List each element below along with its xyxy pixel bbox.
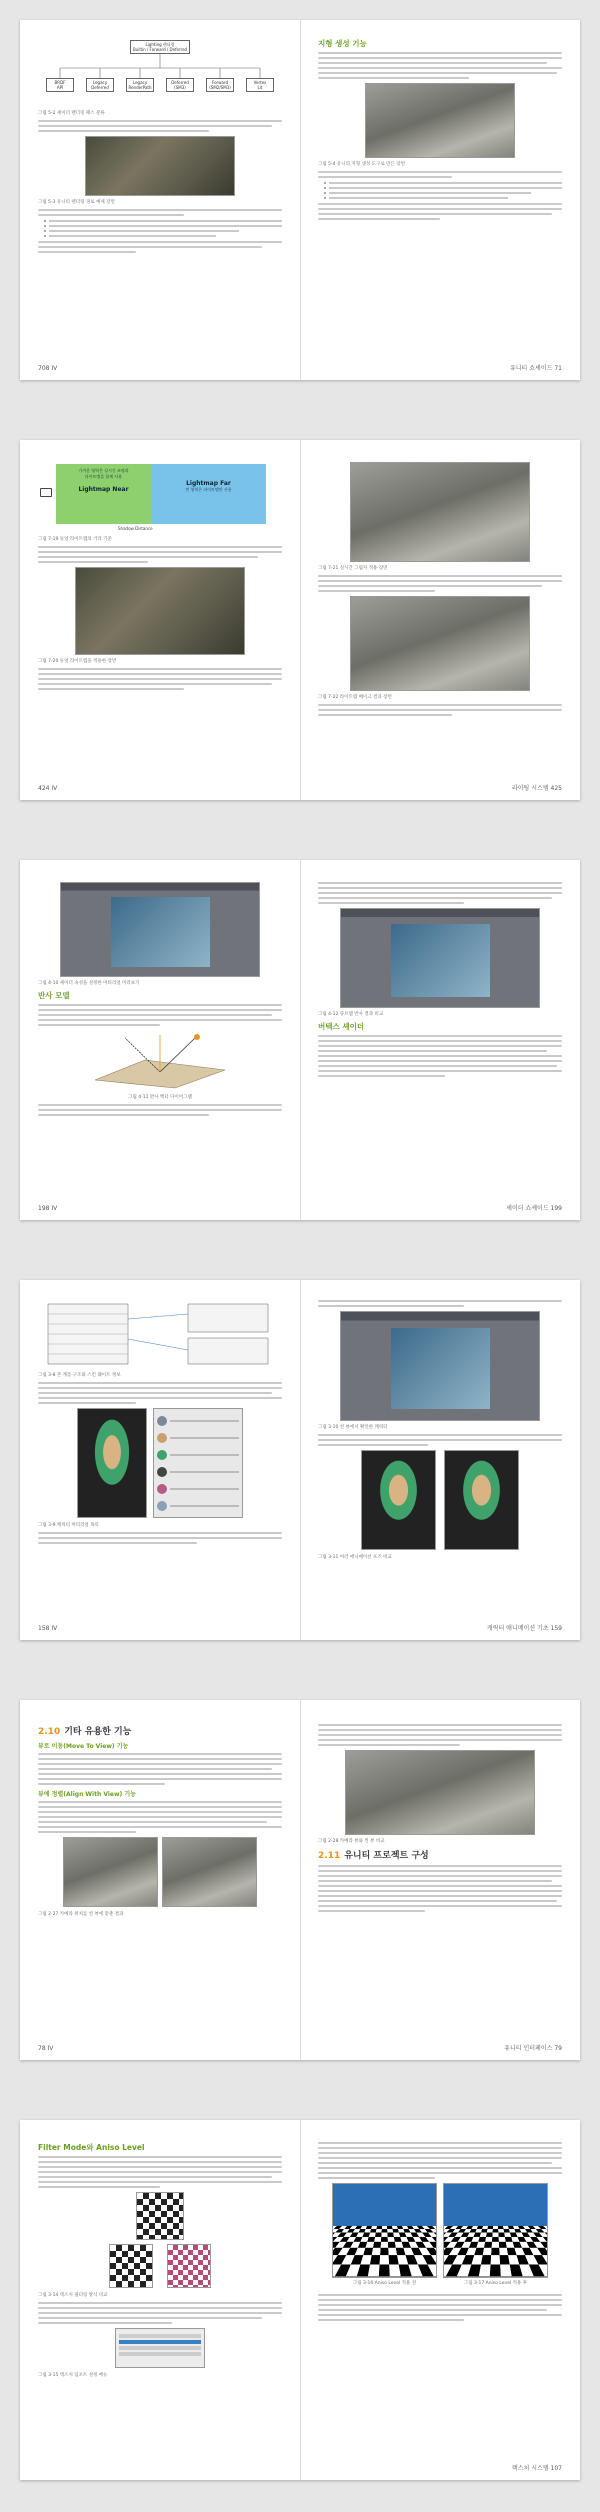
lightmap-far-desc: 먼 영역은 라이트맵만 사용 (185, 487, 232, 492)
scene-screenshot (162, 1837, 257, 1907)
bone-weight-diagram (38, 1300, 282, 1370)
filter-mode-figure (38, 2192, 282, 2288)
page-footer: 424 IV (38, 785, 58, 792)
figure-caption: 그림 5-4 유니티 지형 생성 도구로 만든 장면 (318, 162, 405, 167)
unity-editor-screenshot (60, 882, 260, 977)
body-text (38, 1104, 282, 1116)
page-footer: 198 IV (38, 1205, 58, 1212)
reflection-svg (85, 1030, 235, 1090)
bullet-item (44, 230, 282, 232)
spread-2 (20, 440, 580, 800)
figure-caption: 그림 3-17 Aniso Level 적용 후 (463, 2281, 528, 2286)
section-title: 버텍스 셰이더 (318, 1022, 365, 1031)
body-text (38, 209, 282, 216)
scene-screenshot (350, 596, 530, 691)
page-footer: 158 IV (38, 1625, 58, 1632)
aniso-comparison (318, 2183, 562, 2290)
material-row (157, 1433, 239, 1443)
page-footer: 셰이더 쇼셰이드 199 (506, 1205, 562, 1212)
import-settings-menu (115, 2328, 205, 2368)
tree-child: Vertex Lit (246, 78, 274, 92)
body-text (38, 241, 282, 253)
tree-child: Deferred (SM3) (166, 78, 194, 92)
body-text (318, 1724, 562, 1746)
bullet-list (324, 182, 562, 199)
aniso-before-render (332, 2183, 437, 2278)
body-text (318, 171, 562, 178)
body-text (38, 1004, 282, 1026)
page-footer: 78 IV (38, 2045, 54, 2052)
lightmap-near-desc: 가까운 영역은 실시간 조명과 라이트맵을 함께 사용 (78, 468, 129, 479)
bullet-item (324, 182, 562, 184)
body-text (318, 704, 562, 716)
bullet-item (44, 220, 282, 222)
figure-caption: 그림 3-8 본 계층 구조와 스킨 웨이트 정보 (38, 1373, 121, 1378)
page-right (300, 1280, 580, 1640)
aniso-after (443, 2183, 548, 2290)
spread-3 (20, 860, 580, 1220)
figure-caption: 그림 3-10 씬 뷰에서 확인한 캐릭터 (318, 1425, 388, 1430)
bullet-item (44, 235, 282, 237)
camera-icon (40, 488, 52, 497)
bone-weight-svg (38, 1300, 282, 1370)
menu-item[interactable] (119, 2352, 201, 2356)
material-row (157, 1484, 239, 1494)
body-text (38, 2302, 282, 2324)
pose-comparison (318, 1450, 562, 1550)
tree-child: BRDF API (46, 78, 74, 92)
scene-screenshot (85, 136, 235, 196)
body-text (318, 575, 562, 592)
scene-screenshot (75, 567, 245, 655)
material-row (157, 1467, 239, 1477)
lightmap-far-zone (151, 464, 266, 524)
section-heading-text: 유니티 프로젝트 구성 (344, 1851, 429, 1861)
figure-caption: 그림 3-11 여러 애니메이션 포즈 비교 (318, 1555, 392, 1560)
section-heading-text: 기타 유용한 기능 (64, 1727, 132, 1737)
aniso-before (332, 2183, 437, 2290)
align-view-figure (38, 1837, 282, 1907)
page-footer: 유니티 쇼셰이드 71 (509, 365, 562, 372)
figure-caption: 그림 2-28 카메라 뷰와 씬 뷰 비교 (318, 1839, 385, 1844)
body-text (318, 882, 562, 904)
scene-screenshot (345, 1750, 535, 1835)
terrain-screenshot (365, 83, 515, 158)
figure-caption: 그림 7-22 라이트맵 베이크 결과 장면 (318, 695, 392, 700)
page-right (300, 860, 580, 1220)
section-number: 2.10 (38, 1727, 61, 1737)
tree-child: Legacy Deferred (86, 78, 114, 92)
body-text (38, 1753, 282, 1785)
character-pose (444, 1450, 519, 1550)
page-right (300, 440, 580, 800)
page-footer: 라이팅 시스템 425 (511, 785, 562, 792)
figure-caption: 그림 7-21 실시간 그림자 적용 장면 (318, 566, 388, 571)
spread-5 (20, 1700, 580, 2060)
body-text (318, 203, 562, 220)
figure-caption: 그림 3-9 캐릭터 머티리얼 목록 (38, 1523, 99, 1528)
body-text (38, 1532, 282, 1544)
figure-caption: 그림 2-27 카메라 위치를 씬 뷰에 맞춘 결과 (38, 1912, 124, 1917)
page-left (20, 1280, 300, 1640)
tree-connectors (38, 38, 282, 108)
shadow-distance-label: Shadow Distance (118, 526, 153, 531)
figure-caption: 그림 5-2 셰이더 렌더링 패스 분류 (38, 111, 105, 116)
body-text (38, 120, 282, 132)
bullet-item (324, 197, 562, 199)
figure-caption: 그림 3-16 Aniso Level 적용 전 (352, 2281, 417, 2286)
lightmap-near-label: Lightmap Near (78, 486, 129, 493)
section-title: 지형 생성 기능 (318, 39, 367, 48)
character-render (77, 1408, 147, 1518)
figure-caption: 그림 3-14 텍스처 필터링 방식 비교 (38, 2293, 108, 2298)
spread-6 (20, 2120, 580, 2480)
figure-caption: 그림 7-19 듀얼 라이트맵의 거리 기준 (38, 537, 112, 542)
page-right (300, 2120, 580, 2480)
menu-item[interactable] (119, 2334, 201, 2338)
page-right (300, 1700, 580, 2060)
body-text (318, 1300, 562, 1307)
body-text (38, 1801, 282, 1833)
figure-caption: 그림 4-11 반사 벡터 다이어그램 (128, 1095, 192, 1100)
spread-1 (20, 20, 580, 380)
render-path-tree (38, 38, 282, 108)
material-row (157, 1450, 239, 1460)
body-text (38, 1382, 282, 1404)
page-left (20, 20, 300, 380)
unity-editor-screenshot (340, 1311, 540, 1421)
material-row (157, 1501, 239, 1511)
material-row (157, 1416, 239, 1426)
scene-screenshot (63, 1837, 158, 1907)
unity-editor-screenshot (340, 908, 540, 1008)
aniso-after-render (443, 2183, 548, 2278)
page-footer: 캐릭터 애니메이션 기초 159 (486, 1625, 562, 1632)
lightmap-near-zone (56, 464, 151, 524)
material-figure (38, 1408, 282, 1518)
bilinear-filter-texture (167, 2244, 211, 2288)
page-left (20, 2120, 300, 2480)
page-footer: 708 IV (38, 365, 58, 372)
body-text (38, 546, 282, 563)
figure-caption: 그림 3-15 텍스처 임포트 설정 메뉴 (38, 2373, 108, 2378)
tree-root: Lighting 렌더링 Builtin / Forward / Deferred (130, 40, 190, 54)
body-text (318, 52, 562, 79)
point-filter-texture (109, 2244, 153, 2288)
spread-4 (20, 1280, 580, 1640)
bullet-item (324, 187, 562, 189)
page-footer: 유니티 인터페이스 79 (504, 2045, 562, 2052)
section-title: Filter Mode와 Aniso Level (38, 2143, 145, 2152)
page-right (300, 20, 580, 380)
reflection-diagram (85, 1030, 235, 1090)
tree-child: Legacy RenderPath (126, 78, 154, 92)
lightmap-diagram (38, 464, 282, 534)
bullet-item (44, 225, 282, 227)
filter-results (109, 2244, 211, 2288)
scene-screenshot (350, 462, 530, 562)
menu-item-selected[interactable] (119, 2340, 201, 2344)
figure-caption: 그림 5-3 유니티 렌더링 경로 예제 장면 (38, 200, 115, 205)
section-heading (318, 1848, 562, 1861)
page-left (20, 860, 300, 1220)
page-left (20, 440, 300, 800)
body-text (318, 1035, 562, 1077)
material-list (153, 1408, 243, 1518)
menu-item[interactable] (119, 2346, 201, 2350)
page-left (20, 1700, 300, 2060)
figure-caption: 그림 7-20 듀얼 라이트맵을 적용한 장면 (38, 659, 117, 664)
character-pose (361, 1450, 436, 1550)
bullet-item (324, 192, 562, 194)
body-text (318, 2294, 562, 2321)
section-heading (38, 1724, 282, 1737)
bullet-list (44, 220, 282, 237)
body-text (318, 2142, 562, 2179)
checker-texture (136, 2192, 184, 2240)
subsection-title: 뷰로 이동(Move To View) 기능 (38, 1743, 129, 1750)
page-footer: 텍스처 시스템 107 (511, 2465, 562, 2472)
body-text (318, 1434, 562, 1446)
body-text (38, 668, 282, 690)
body-text (318, 1865, 562, 1912)
figure-caption: 그림 4-12 큐브맵 반사 결과 비교 (318, 1012, 384, 1017)
lightmap-far-label: Lightmap Far (186, 480, 231, 487)
body-text (38, 2156, 282, 2188)
section-number: 2.11 (318, 1851, 341, 1861)
section-title: 반사 모델 (38, 991, 70, 1000)
tree-child: Forward (SM2/SM3) (206, 78, 234, 92)
subsection-title: 뷰에 정렬(Align With View) 기능 (38, 1791, 136, 1798)
figure-caption: 그림 4-10 셰이더 속성을 설정한 머티리얼 미리보기 (38, 981, 140, 986)
